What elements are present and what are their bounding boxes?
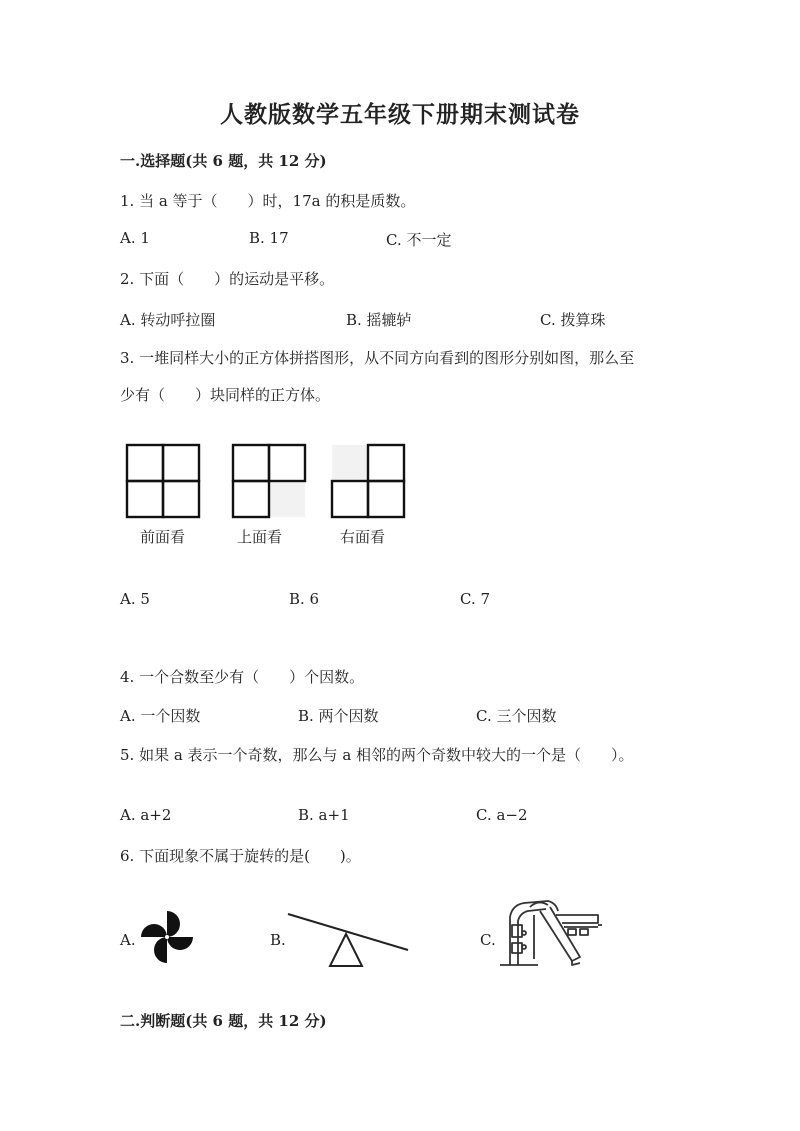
question-6-option-b: B. (270, 931, 286, 949)
question-3-option-c: C. 7 (460, 590, 491, 608)
slide-icon (498, 895, 604, 969)
right-view-figure (331, 444, 405, 518)
question-3-option-a: A. 5 (120, 590, 150, 608)
figure-label-top: 上面看 (237, 528, 283, 546)
question-6-option-c: C. (480, 931, 496, 949)
question-4-option-b: B. 两个因数 (298, 707, 379, 725)
section-heading-judgement: 二.判断题(共 6 题，共 12 分) (120, 1012, 327, 1030)
question-3-stem-line1: 3. 一堆同样大小的正方体拼搭图形，从不同方向看到的图形分别如图，那么至 (120, 349, 635, 367)
question-5-stem: 5. 如果 a 表示一个奇数，那么与 a 相邻的两个奇数中较大的一个是（ ）。 (120, 746, 634, 764)
top-view-figure (232, 444, 306, 518)
question-1-option-b: B. 17 (249, 229, 289, 247)
question-3-stem-line2: 少有（ ）块同样的正方体。 (120, 386, 331, 404)
figure-label-front: 前面看 (140, 528, 186, 546)
question-1-stem: 1. 当 a 等于（ ）时，17a 的积是质数。 (120, 192, 416, 210)
question-4-stem: 4. 一个合数至少有（ ）个因数。 (120, 668, 365, 686)
question-1-option-a: A. 1 (120, 229, 150, 247)
question-2-stem: 2. 下面（ ）的运动是平移。 (120, 270, 335, 288)
question-2-option-c: C. 拨算珠 (540, 311, 606, 329)
question-4-option-a: A. 一个因数 (120, 707, 201, 725)
question-2-option-a: A. 转动呼拉圈 (120, 311, 216, 329)
section-heading-choice: 一.选择题(共 6 题，共 12 分) (120, 152, 327, 170)
question-4-option-c: C. 三个因数 (476, 707, 557, 725)
figure-label-right: 右面看 (340, 528, 386, 546)
question-5-option-a: A. a+2 (120, 806, 172, 824)
question-5-option-c: C. a−2 (476, 806, 528, 824)
page-title: 人教版数学五年级下册期末测试卷 (220, 101, 580, 128)
question-6-option-a: A. (120, 931, 136, 949)
front-view-figure (126, 444, 200, 518)
pinwheel-icon (138, 908, 196, 966)
question-3-option-b: B. 6 (289, 590, 320, 608)
question-2-option-b: B. 摇辘轳 (346, 311, 412, 329)
question-6-stem: 6. 下面现象不属于旋转的是( )。 (120, 847, 361, 865)
question-1-option-c: C. 不一定 (386, 231, 452, 249)
seesaw-icon (286, 910, 410, 970)
question-5-option-b: B. a+1 (298, 806, 350, 824)
